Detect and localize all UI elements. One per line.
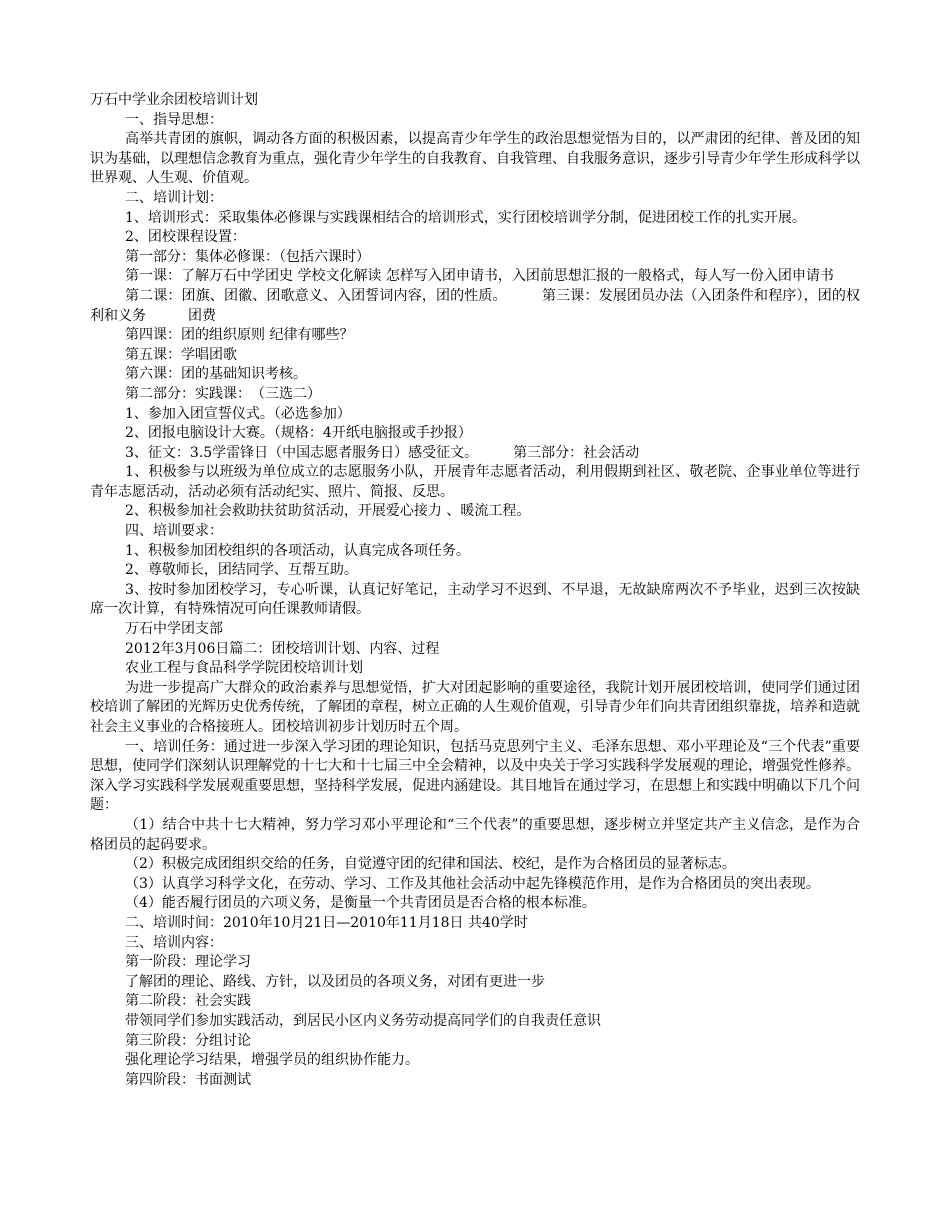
paragraph: 第一部分：集体必修课：（包括六课时） (125, 248, 370, 265)
paragraph: 第四课：团的组织原则 纪律有哪些？ (125, 327, 354, 344)
paragraph: 带领同学们参加实践活动，到居民小区内义务劳动提高同学们的自我责任意识 (125, 1012, 601, 1029)
paragraph: 第四阶段：书面测试 (125, 1071, 251, 1088)
paragraph: 第一阶段：理论学习 (125, 954, 251, 971)
paragraph: 高举共青团的旗帜，调动各方面的积极因素，以提高青少年学生的政治思想觉悟为目的，以严肃团的纪律、普及团的知识为基础，以理想信念教育为重点，强化青少年学生的自我教育、自我管理、自我服务意识，逐步引导青少年学生形成科学以世界观、人生观、价值观。 (90, 131, 860, 187)
paragraph: 2、团报电脑设计大赛。（规格：4开纸电脑报或手抄报） (125, 425, 472, 442)
paragraph: 第二课：团旗、团徽、团歌意义、入团誓词内容，团的性质。 第三课：发展团员办法（入团条件和程序），团的权利和义务 团费 (90, 287, 860, 324)
paragraph: 万石中学团支部 (125, 621, 223, 638)
paragraph: 第二阶段：社会实践 (125, 993, 251, 1010)
paragraph: 1、参加入团宣誓仪式。（必选参加） (125, 405, 351, 422)
document-body (90, 91, 860, 1090)
paragraph: （1）结合中共十七大精神，努力学习邓小平理论和“三个代表”的重要思想，逐步树立并坚定共产主义信念，是作为合格团员的起码要求。 (90, 816, 860, 853)
paragraph: 第五课：学唱团歌 (125, 346, 237, 363)
paragraph: 第六课：团的基础知识考核。 (125, 366, 307, 383)
paragraph: 2、团校课程设置： (125, 229, 246, 246)
paragraph: 第二部分：实践课： （三选二） (125, 385, 321, 402)
paragraph: 三、培训内容： (125, 934, 223, 951)
paragraph: （3）认真学习科学文化，在劳动、学习、工作及其他社会活动中起先锋模范作用，是作为合格团员的突出表现。 (125, 875, 820, 892)
paragraph: （4）能否履行团员的六项义务，是衡量一个共青团员是否合格的根本标准。 (125, 895, 596, 912)
paragraph: 2、尊敬师长，团结同学、互帮互助。 (125, 562, 358, 579)
paragraph: 1、积极参加团校组织的各项活动，认真完成各项任务。 (125, 542, 470, 559)
paragraph: 强化理论学习结果，增强学员的组织协作能力。 (125, 1052, 419, 1069)
paragraph: 3、按时参加团校学习，专心听课，认真记好笔记，主动学习不迟到、不早退，无故缺席两次不予毕业，迟到三次按缺席一次计算，有特殊情况可向任课教师请假。 (90, 581, 860, 618)
paragraph: 1、培训形式：采取集体必修课与实践课相结合的培训形式，实行团校培训学分制，促进团校工作的扎实开展。 (125, 209, 806, 226)
paragraph: 农业工程与食品科学学院团校培训计划 (125, 660, 363, 677)
paragraph: 2012年3月06日篇二：团校培训计划、内容、过程 (125, 640, 440, 657)
paragraph: 一、培训任务：通过进一步深入学习团的理论知识，包括马克思列宁主义、毛泽东思想、邓小平理论及“三个代表”重要思想，使同学们深刻认识理解党的十七大和十七届三中全会精神，以及中央关于学习实践科学发展观的理论，增强党性修养。深入学习实践科学发展观重要思想，坚持科学发展，促进内涵建设。其目地旨在通过学习，在思想上和实践中明确以下几个问题： (90, 738, 860, 814)
paragraph: 二、培训时间：2010年10月21日—2010年11月18日 共40学时 (125, 914, 528, 931)
paragraph: 了解团的理论、路线、方针，以及团员的各项义务，对团有更进一步 (125, 973, 545, 990)
paragraph: 3、征文：3.5学雷锋日（中国志愿者服务日）感受征文。 第三部分：社会活动 (125, 444, 640, 461)
paragraph: 1、积极参与以班级为单位成立的志愿服务小队，开展青年志愿者活动，利用假期到社区、敬老院、企事业单位等进行青年志愿活动，活动必须有活动纪实、照片、简报、反思。 (90, 464, 860, 500)
paragraph: （2）积极完成团组织交给的任务，自觉遵守团的纪律和国法、校纪，是作为合格团员的显著标志。 (125, 856, 736, 873)
paragraph: 2、积极参加社会救助扶贫助贫活动，开展爱心接力 、暖流工程。 (125, 503, 531, 520)
paragraph: 一、指导思想： (125, 111, 223, 128)
paragraph: 第一课：了解万石中学团史 学校文化解读 怎样写入团申请书，入团前思想汇报的一般格式，每人写一份入团申请书 (125, 268, 834, 285)
paragraph: 四、培训要求： (125, 523, 223, 540)
paragraph: 第三阶段：分组讨论 (125, 1032, 251, 1049)
paragraph: 二、培训计划： (125, 189, 223, 206)
paragraph: 为进一步提高广大群众的政治素养与思想觉悟，扩大对团起影响的重要途径，我院计划开展团校培训，使同学们通过团校培训了解团的光辉历史优秀传统，了解团的章程，树立正确的人生观价值观，引导青少年们向共青团组织靠拢，培养和造就社会主义事业的合格接班人。团校培训初步计划历时五个周。 (90, 679, 860, 735)
document-title: 万石中学业余团校培训计划 (90, 92, 258, 108)
